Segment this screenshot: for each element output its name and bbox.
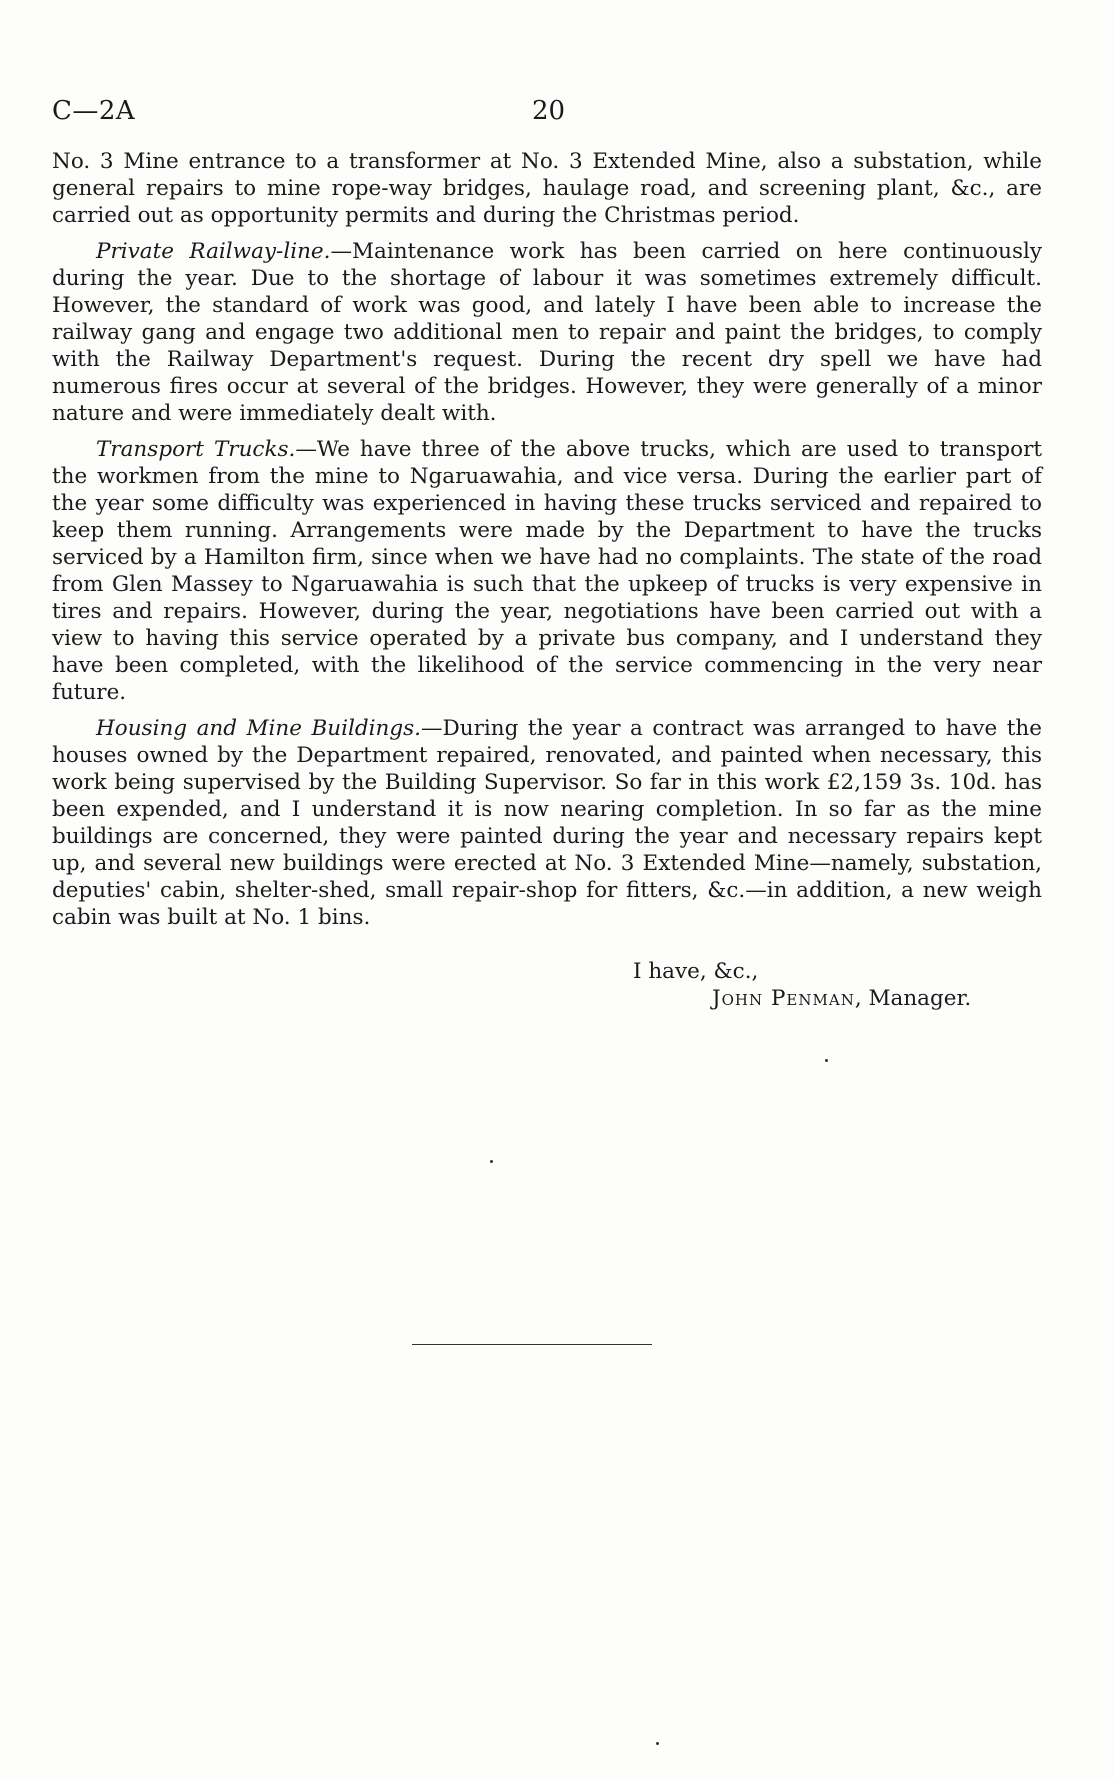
paragraph-heading: Transport Trucks. [96, 437, 296, 462]
closing-salutation: I have, &c., [633, 959, 759, 984]
paragraph-private-railway [52, 238, 1042, 427]
paragraph-text: No. 3 Mine entrance to a transformer at No. 3 Extended Mine, also a substation, while general repairs to mine rope-way bridges, haulage road, and screening plant, &c., are carried out as opportunity permits and during the Christmas period. [52, 149, 1042, 228]
paragraph-housing-buildings [52, 715, 1042, 931]
signatory-name: John Penman [712, 986, 855, 1011]
paragraph-heading: Housing and Mine Buildings. [96, 716, 421, 741]
signatory-title: , Manager. [854, 986, 972, 1011]
paragraph-heading: Private Railway-line. [96, 239, 331, 264]
paragraph-transport-trucks [52, 436, 1042, 706]
paragraph-text: —Maintenance work has been carried on here continuously during the year. Due to the shortage of labour it was sometimes extremely difficult. However, the standard of work was good, and lately I have been able to increase the railway gang and engage two additional men to repair and paint the bridges, to comply with the Railway Department's request. During the recent dry spell we have had numerous fires occur at several of the bridges. However, they were generally of a minor nature and were immediately dealt with. [52, 239, 1042, 426]
paragraph-text: —We have three of the above trucks, which are used to transport the workmen from the mine to Ngaruawahia, and vice versa. During the earlier part of the year some difficulty was experienced in having these trucks serviced and repaired to keep them running. Arrangements were made by the Department to have the trucks serviced by a Hamilton firm, since when we have had no complaints. The state of the road from Glen Massey to Ngaruawahia is such that the upkeep of trucks is very expensive in tires and repairs. However, during the year, negotiations have been carried out with a view to having this service operated by a private bus company, and I understand they have been completed, with the likelihood of the service commencing in the very near future. [52, 437, 1042, 705]
page-header [52, 96, 1062, 130]
report-body [52, 148, 1042, 940]
print-speck [825, 1059, 828, 1062]
page-number: 20 [532, 96, 566, 126]
print-speck [490, 1160, 493, 1163]
paragraph-text: —During the year a contract was arranged to have the houses owned by the Department repaired, renovated, and painted when necessary, this work being supervised by the Building Supervisor. So far in this work £2,159 3s. 10d. has been expended, and I understand it is now nearing completion. In so far as the mine buildings are concerned, they were painted during the year and necessary repairs kept up, and several new buildings were erected at No. 3 Extended Mine—namely, substation, deputies' cabin, shelter-shed, small repair-shop for fitters, &c.—in addition, a new weigh cabin was built at No. 1 bins. [52, 716, 1042, 930]
signature-line [712, 985, 971, 1012]
section-divider-rule [412, 1344, 652, 1345]
document-reference: C—2A [52, 96, 136, 126]
print-speck [656, 1742, 659, 1745]
paragraph-continued [52, 148, 1042, 229]
